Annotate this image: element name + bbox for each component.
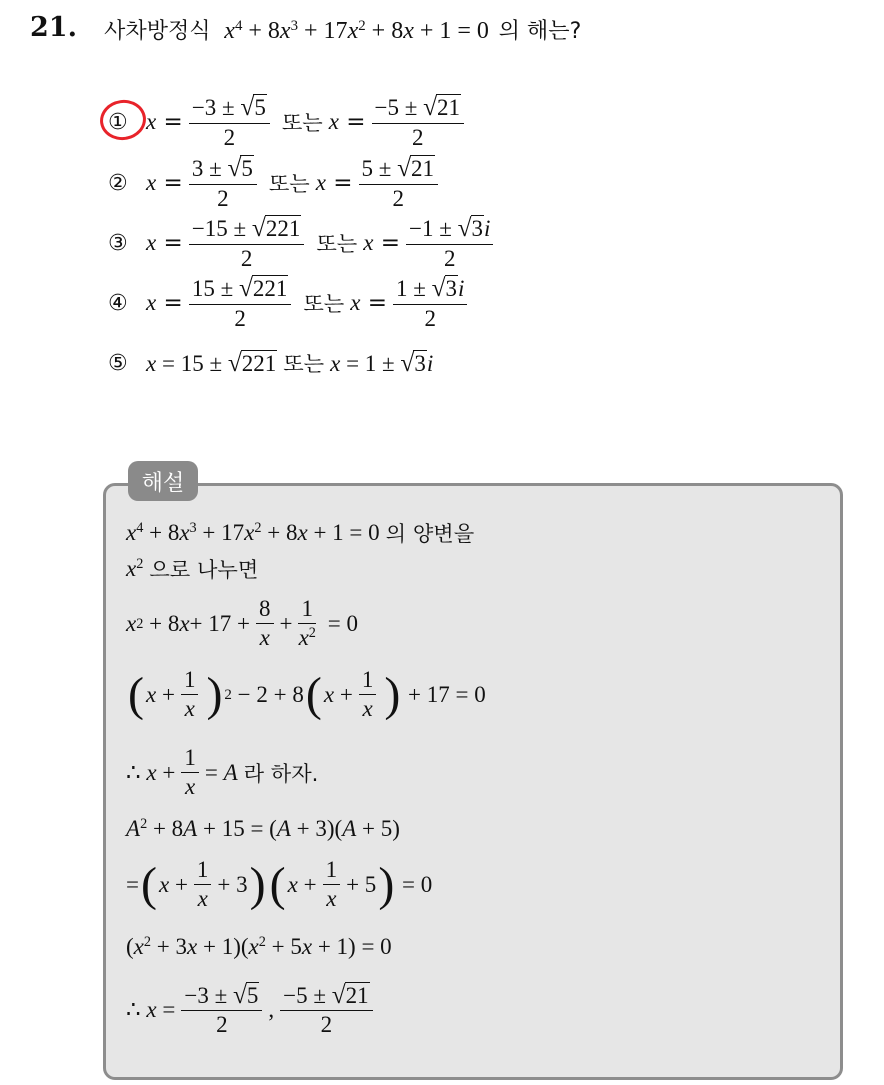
or-word: 또는 bbox=[303, 291, 345, 316]
solution-line-3: x 2 + 8 x + 17 + $\frac{8}{x}$ + $\frac{1}{x^2}$ = 0 bbox=[126, 596, 358, 651]
or-word: 또는 bbox=[281, 110, 323, 135]
question-prefix: 사차방정식 bbox=[104, 19, 211, 44]
question-text bbox=[104, 14, 587, 45]
option-4[interactable]: ④ x = 15 ± √ 221 2 또는 x = 1 ± √ 3 i 2 bbox=[108, 273, 473, 333]
option-2-fraction-a: 3 ± √ 5 2 bbox=[189, 155, 257, 210]
solution-tag: 해설 bbox=[128, 461, 198, 501]
option-2-fraction-b: 5 ± √ 21 2 bbox=[359, 155, 439, 210]
option-marker: ④ bbox=[108, 290, 128, 316]
option-marker: ② bbox=[108, 170, 128, 196]
solution-line-9: ∴ x = −3 ± √ 5 2 , −5 ± √ 21 2 bbox=[126, 982, 379, 1037]
question-number: 21. bbox=[30, 12, 77, 43]
question-equation: $x^4 + 8x^3 + 17x^2 + 8x + 1 = 0$ bbox=[224, 17, 489, 44]
option-1-fraction-a: −3 ± √ 5 2 bbox=[189, 94, 270, 149]
option-2[interactable]: ② x = 3 ± √ 5 2 또는 x = 5 ± √ 21 2 bbox=[108, 153, 444, 213]
option-3-fraction-b: −1 ± √ 3 i 2 bbox=[406, 215, 493, 270]
solution-line-4: ( x + $\frac{1}{x}$ ) 2 − 2 + 8 ( x + $\frac{1}{x}$ ) + 17 = 0 bbox=[128, 667, 486, 722]
or-word: 또는 bbox=[268, 171, 310, 196]
option-marker: ① bbox=[108, 109, 128, 135]
option-3-fraction-a: −15 ± √ 221 2 bbox=[189, 215, 305, 270]
option-marker: ⑤ bbox=[108, 350, 128, 376]
option-1[interactable]: ① x = −3 ± √ 5 2 또는 x = −5 ± √ 21 2 bbox=[108, 92, 470, 152]
question-suffix: 의 해는? bbox=[498, 19, 582, 44]
or-word: 또는 bbox=[283, 351, 325, 376]
solution-line-2: $x^2$ 으로 나누면 bbox=[126, 556, 259, 582]
option-4-fraction-b: 1 ± √ 3 i 2 bbox=[393, 275, 467, 330]
option-1-fraction-b: −5 ± √ 21 2 bbox=[372, 94, 465, 149]
option-3[interactable]: ③ x = −15 ± √ 221 2 또는 x = −1 ± √ 3 i 2 bbox=[108, 213, 499, 273]
or-word: 또는 bbox=[316, 231, 358, 256]
solution-line-6: $A^2 + 8A + 15 = (A + 3)(A + 5)$ bbox=[126, 816, 400, 841]
option-5[interactable]: ⑤ x = 15 ± √ 221 또는 x = 1 ± √ 3 i bbox=[108, 348, 434, 377]
option-marker: ③ bbox=[108, 230, 128, 256]
solution-line-1: $x^4 + 8x^3 + 17x^2 + 8x + 1 = 0$ 의 양변을 bbox=[126, 520, 475, 546]
solution-line-8: $(x^2 + 3x + 1)(x^2 + 5x + 1) = 0$ bbox=[126, 934, 392, 959]
solution-line-5: ∴ x + $\frac{1}{x}$ = A 라 하자. bbox=[126, 745, 319, 800]
solution-line-7: = ( x + $\frac{1}{x}$ + 3 ) ( x + $\frac{1}{x}$ + 5 ) = 0 bbox=[126, 857, 433, 912]
option-4-fraction-a: 15 ± √ 221 2 bbox=[189, 275, 292, 330]
